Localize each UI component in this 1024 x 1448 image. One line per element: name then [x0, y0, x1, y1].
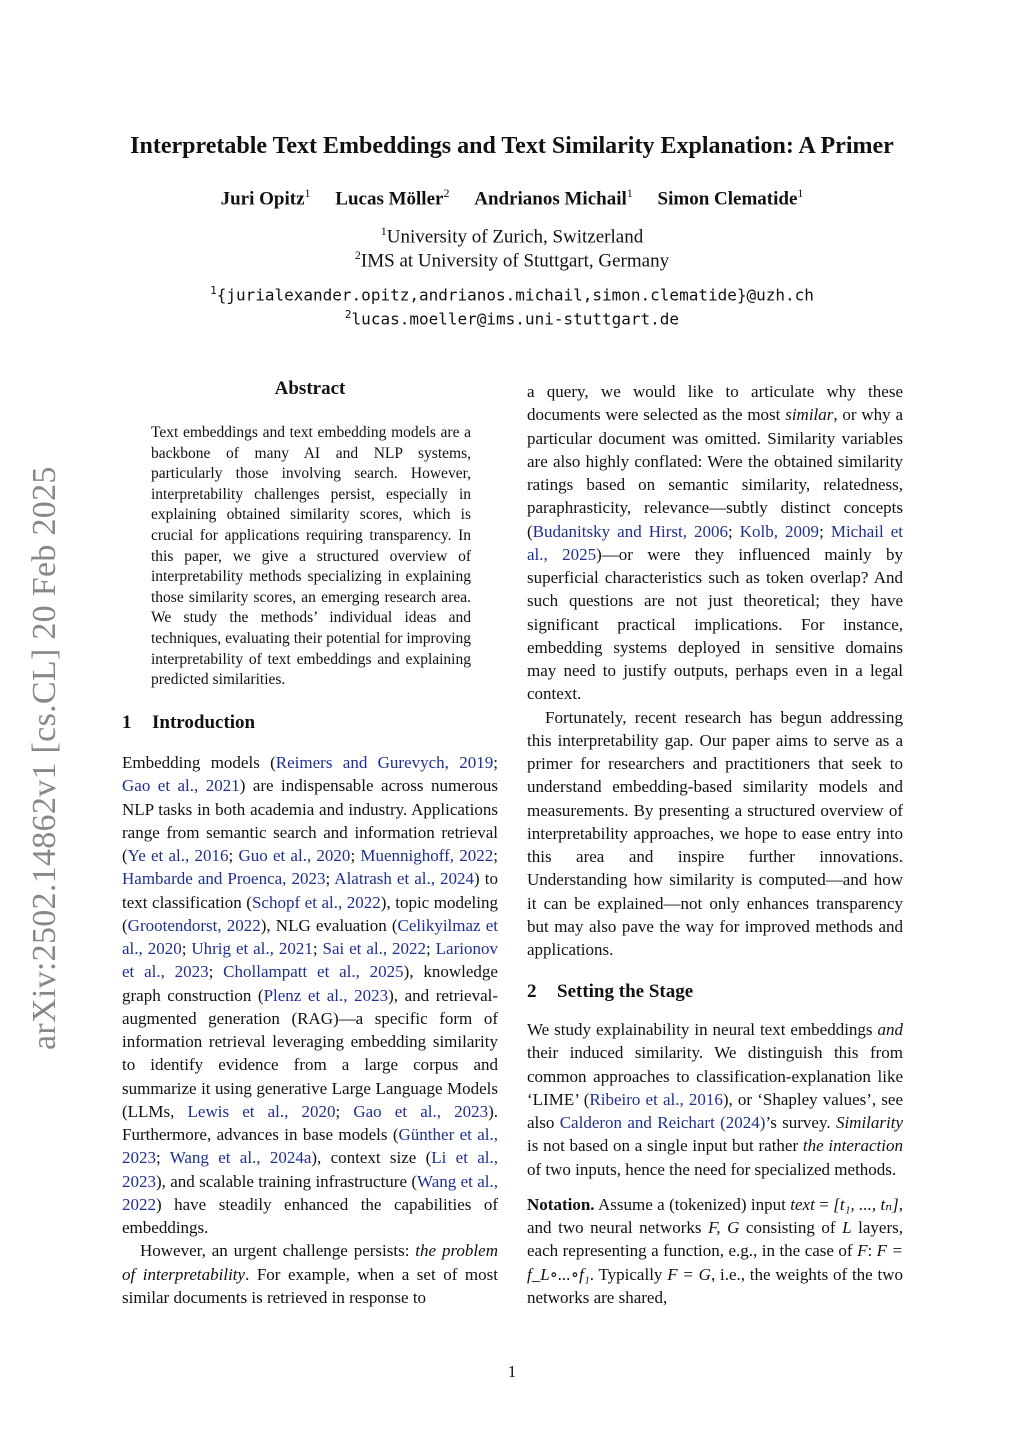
affiliation: $^1$University of Zurich, Switzerland	[380, 224, 644, 248]
citation-link[interactable]: Budanitsky and Hirst, 2006	[532, 521, 729, 541]
citation-link[interactable]: Michail et al., 2025	[527, 521, 904, 564]
author-email[interactable]: $^1${jurialexander.opitz,andrianos.michail,simon.clematide}@uzh.ch	[210, 284, 814, 305]
citation-link[interactable]: Reimers and Gurevych, 2019	[275, 753, 494, 772]
section-2-body	[527, 1018, 903, 1309]
section-heading-introduction: 1 Introduction	[122, 712, 256, 733]
author-name: Juri Opitz$^1$	[220, 186, 311, 210]
author-list	[0, 186, 1024, 210]
citation-link[interactable]: Plenz et al., 2023	[263, 985, 389, 1005]
citation-link[interactable]: Gao et al., 2023	[353, 1101, 489, 1121]
citation-link[interactable]: Wang et al., 2024a	[169, 1148, 312, 1168]
citation-link[interactable]: Guo et al., 2020	[238, 846, 351, 865]
left-column-body	[122, 751, 498, 1309]
affiliation: $^2$IMS at University of Stuttgart, Germany	[354, 248, 670, 272]
citation-link[interactable]: Alatrash et al., 2024	[334, 869, 475, 889]
citation-link[interactable]: Schopf et al., 2022	[251, 892, 381, 912]
page-number: 1	[507, 1362, 517, 1381]
citation-link[interactable]: Uhrig et al., 2021	[191, 939, 313, 958]
citation-link[interactable]: Grootendorst, 2022	[127, 915, 261, 935]
author-name: Andrianos Michail$^1$	[474, 186, 633, 210]
citation-link[interactable]: Lewis et al., 2020	[187, 1101, 336, 1121]
section-heading-setting-the-stage: 2 Setting the Stage	[527, 981, 694, 1002]
citation-link[interactable]: Sai et al., 2022	[322, 939, 427, 958]
citation-link[interactable]: Chollampatt et al., 2025	[223, 962, 404, 982]
author-email[interactable]: $^2$lucas.moeller@ims.uni-stuttgart.de	[344, 308, 680, 329]
citation-link[interactable]: Calderon and Reichart	[559, 1113, 715, 1132]
paragraph: Embedding models (Reimers and Gurevych, 2019; Gao et al., 2021) are indispensable across numerous NLP tasks in both academia and industry. Applications range from semantic search and information retrieval (Ye et al., 2016; Guo et al., 2020; Muennighoff, 2022; Hambarde and Proenca, 2023; Alatrash et al., 2024) to text classification (Schopf et al., 2022), topic modeling (Grootendorst, 2022), NLG evaluation (Celikyilmaz et al., 2020; Uhrig et al., 2021; Sai et al., 2022; Larionov et al., 2023; Chollampatt et al., 2025), knowledge graph construction (Plenz et al., 2023), and retrieval-augmented generation (RAG)—a specific form of information retrieval leveraging embedding similarity to identify evidence from a large corpus and summarize it using generative Large Language Models (LLMs, Lewis et al., 2020; Gao et al., 2023). Furthermore, advances in base models (Günther et al., 2023; Wang et al., 2024a), context size (Li et al., 2023), and scalable training infrastructure (Wang et al., 2022) have steadily enhanced the capabilities of embeddings.	[122, 753, 499, 1237]
citation-link[interactable]: Gao et al., 2021	[122, 776, 240, 796]
citation-link[interactable]: Larionov et al., 2023	[122, 939, 498, 982]
paragraph: Notation. Assume a (tokenized) input text = [t₁, ..., tₙ], and two neural networks F, G consisting of L layers, each representing a function, e.g., in the case of F: F = f_L∘...∘f₁. Typically F = G, i.e., the weights of the two networks are shared,	[527, 1194, 904, 1307]
citation-link[interactable]: Ribeiro et al., 2016	[589, 1089, 723, 1109]
arxiv-identifier: arXiv:2502.14862v1 [cs.CL] 20 Feb 2025	[26, 466, 63, 1050]
citation-link[interactable]: Kolb, 2009	[739, 521, 820, 541]
citation-link[interactable]: (2024)	[720, 1113, 766, 1132]
citation-link[interactable]: Hambarde and Proenca, 2023	[122, 869, 326, 889]
citation-link[interactable]: Li et al., 2023	[122, 1148, 498, 1191]
right-column-body	[527, 380, 903, 961]
paper-title: Interpretable Text Embeddings and Text Similarity Explanation: A Primer	[130, 133, 894, 159]
author-name: Lucas Möller$^2$	[335, 186, 450, 210]
abstract-text: Text embeddings and text embedding models are a backbone of many AI and NLP systems, particularly those involving search. However, interpretability challenges persist, especially in explaining obtained similarity scores, which is crucial for applications requiring transparency. In this paper, we give a structured overview of interpretability methods specializing in explaining those similarity scores, an emerging research area. We study the methods’ individual ideas and techniques, evaluating their potential for improving interpretability of text embeddings and explaining predicted similarities.	[151, 424, 471, 689]
citation-link[interactable]: Ye et al., 2016	[127, 846, 229, 865]
paragraph: We study explainability in neural text embeddings and their induced similarity. We distinguish this from common approaches to classification-explanation like ‘LIME’ (Ribeiro et al., 2016), or ‘Shapley values’, see also Calderon and Reichart (2024)’s survey. Similarity is not based on a single input but rather the interaction of two inputs, hence the need for specialized methods.	[527, 1020, 903, 1179]
author-name: Simon Clematide$^1$	[657, 186, 804, 210]
citation-link[interactable]: Günther et al., 2023	[122, 1125, 498, 1168]
citation-link[interactable]: Muennighoff, 2022	[360, 846, 494, 865]
abstract-heading: Abstract	[274, 378, 346, 399]
paragraph: However, an urgent challenge persists: the problem of interpretability. For example, when a set of most similar documents is retrieved in response to	[122, 1241, 498, 1307]
paragraph: Fortunately, recent research has begun addressing this interpretability gap. Our paper aims to serve as a primer for researchers and practitioners that seek to understand embedding-based similarity models and measurements. By presenting a structured overview of interpretability approaches, we hope to ease entry into this area and inspire further innovations. Understanding how similarity is computed—and how it can be explained—not only enhances transparency but may also pave the way for improved methods and applications.	[527, 707, 903, 959]
citation-link[interactable]: Celikyilmaz et al., 2020	[122, 915, 498, 958]
citation-link[interactable]: Wang et al., 2022	[122, 1171, 498, 1214]
paragraph: a query, we would like to articulate why these documents were selected as the most similar, or why a particular document was omitted. Similarity variables are also highly conflated: Were the obtained similarity ratings based on semantic similarity, relatedness, paraphrasticity, relevance—subtly distinct concepts (Budanitsky and Hirst, 2006; Kolb, 2009; Michail et al., 2025)—or were they influenced mainly by superficial characteristics such as token overlap? And such questions are not just theoretical; they have significant practical implications. For instance, embedding systems deployed in sensitive domains may need to justify outputs, perhaps even in a legal context.	[527, 382, 904, 704]
